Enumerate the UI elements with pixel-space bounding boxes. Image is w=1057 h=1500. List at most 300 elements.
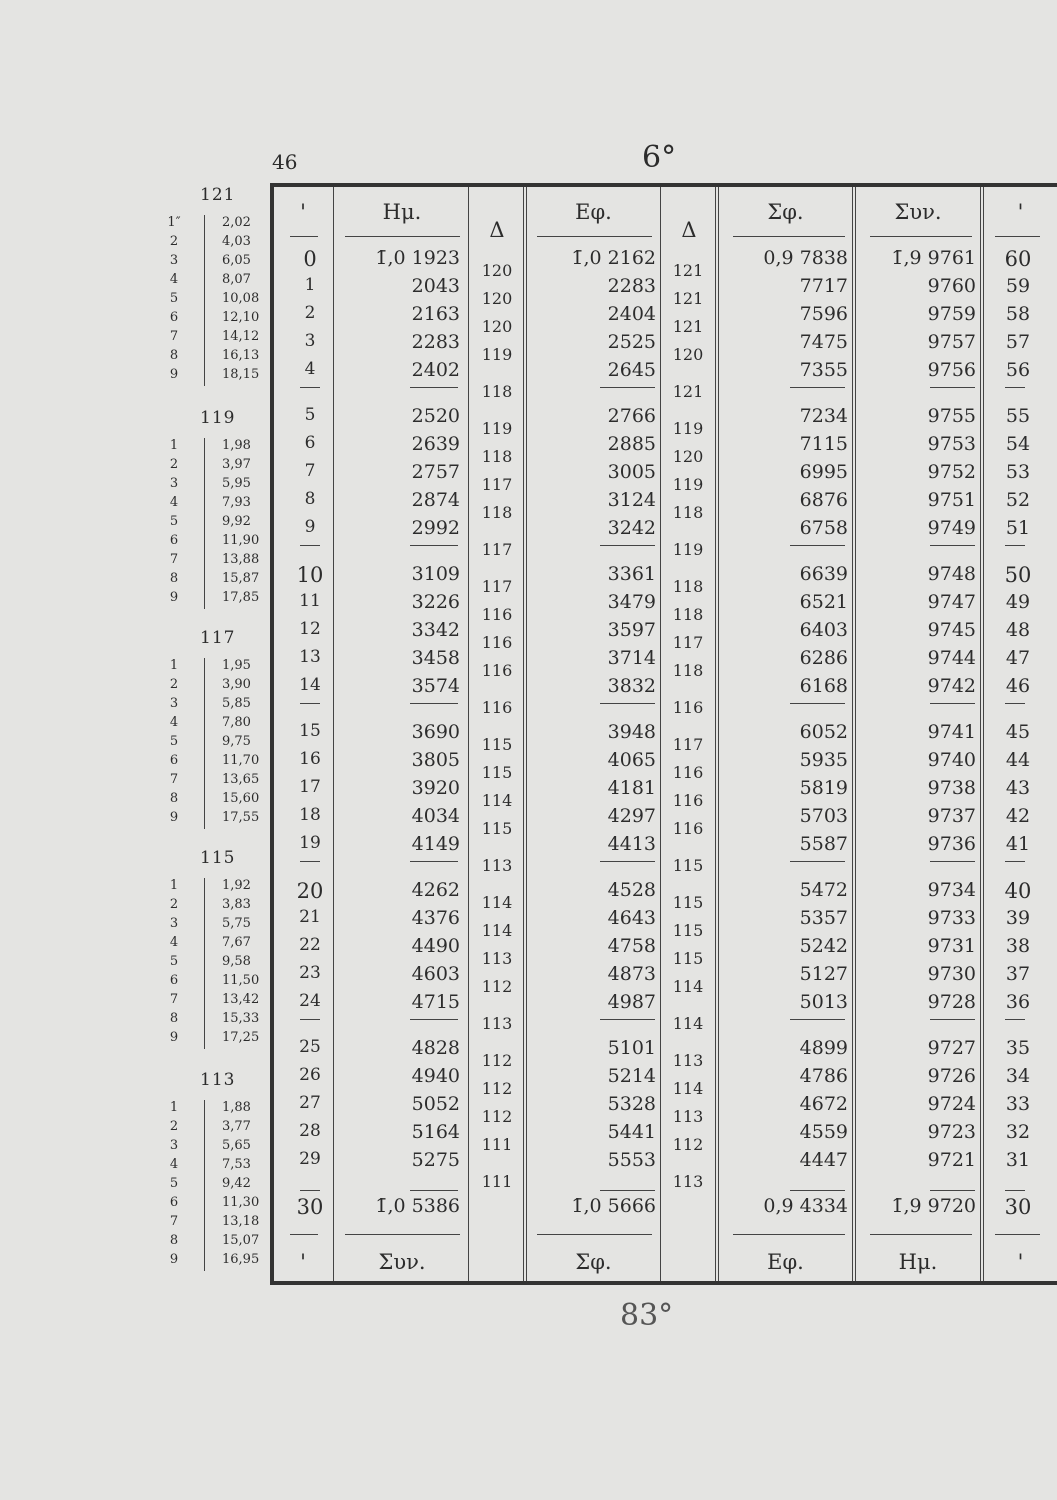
tangent-value: 1̄,0 5666 — [571, 1195, 656, 1217]
group-separator — [410, 1019, 458, 1020]
proportional-parts-row — [160, 215, 270, 229]
proportional-parts-seconds: 7 — [169, 1214, 179, 1229]
proportional-parts-value: 15,60 — [222, 791, 260, 806]
proportional-parts-heading: 119 — [200, 408, 236, 428]
tangent-difference: 114 — [672, 1079, 704, 1098]
sine-difference: 119 — [481, 419, 513, 438]
cotangent-value: 6639 — [799, 563, 848, 585]
proportional-parts-row — [160, 457, 270, 471]
header-rule — [345, 236, 460, 237]
footer-min_r: ' — [1017, 1250, 1024, 1274]
tangent-difference: 120 — [672, 447, 704, 466]
sine-value: 5164 — [411, 1121, 460, 1143]
proportional-parts-row — [160, 1214, 270, 1228]
group-separator — [300, 1190, 320, 1191]
minute-right: 35 — [1005, 1037, 1031, 1059]
minute-left: 29 — [299, 1149, 321, 1169]
sine-value: 2757 — [411, 461, 460, 483]
sine-value: 5052 — [411, 1093, 460, 1115]
minute-left: 27 — [299, 1093, 321, 1113]
group-separator — [300, 703, 320, 704]
proportional-parts-row — [160, 533, 270, 547]
cosine-value: 9733 — [927, 907, 976, 929]
minute-left: 23 — [299, 963, 321, 983]
sine-value: 3226 — [411, 591, 460, 613]
cotangent-value: 6758 — [799, 517, 848, 539]
sine-difference: 115 — [481, 819, 513, 838]
sine-difference: 113 — [481, 949, 513, 968]
page-number: 46 — [272, 150, 298, 174]
proportional-parts-row — [160, 253, 270, 267]
minute-right: 51 — [1005, 517, 1031, 539]
footer-sin: Συν. — [378, 1250, 426, 1274]
sine-value: 4603 — [411, 963, 460, 985]
tangent-difference: 121 — [672, 289, 704, 308]
group-separator — [1005, 703, 1025, 704]
proportional-parts-value: 9,42 — [222, 1176, 251, 1191]
proportional-parts-value: 17,55 — [222, 810, 260, 825]
proportional-parts-seconds: 7 — [169, 772, 179, 787]
proportional-parts-seconds: 1 — [169, 878, 179, 893]
tangent-value: 4758 — [607, 935, 656, 957]
proportional-parts-seconds: 8 — [169, 1233, 179, 1248]
cosine-value: 9731 — [927, 935, 976, 957]
group-separator — [790, 861, 845, 862]
cotangent-value: 7115 — [799, 433, 848, 455]
sine-difference: 120 — [481, 261, 513, 280]
group-separator — [1005, 545, 1025, 546]
minute-right: 34 — [1005, 1065, 1031, 1087]
header-d2: Δ — [681, 218, 697, 242]
minute-left: 30 — [296, 1195, 324, 1219]
proportional-parts-seconds: 9 — [169, 590, 179, 605]
degree-footer: 83° — [620, 1298, 674, 1333]
cotangent-value: 4559 — [799, 1121, 848, 1143]
cosine-value: 9723 — [927, 1121, 976, 1143]
cosine-value: 9748 — [927, 563, 976, 585]
proportional-parts-row — [160, 495, 270, 509]
minute-right: 49 — [1005, 591, 1031, 613]
proportional-parts-row — [160, 791, 270, 805]
cotangent-value: 6403 — [799, 619, 848, 641]
sine-difference: 118 — [481, 447, 513, 466]
proportional-parts-row — [160, 1233, 270, 1247]
column-divider — [523, 187, 527, 1281]
proportional-parts-seconds: 9 — [169, 1030, 179, 1045]
sine-difference: 117 — [481, 577, 513, 596]
minute-left: 16 — [299, 749, 321, 769]
proportional-parts-seconds: 6 — [169, 1195, 179, 1210]
proportional-parts-row — [160, 1030, 270, 1044]
cotangent-value: 5013 — [799, 991, 848, 1013]
cotangent-value: 4899 — [799, 1037, 848, 1059]
proportional-parts-value: 13,65 — [222, 772, 260, 787]
proportional-parts-value: 7,80 — [222, 715, 251, 730]
cotangent-value: 6168 — [799, 675, 848, 697]
proportional-parts-value: 5,75 — [222, 916, 251, 931]
group-separator — [600, 703, 655, 704]
group-separator — [600, 1190, 655, 1191]
tangent-difference: 113 — [672, 1172, 704, 1191]
group-separator — [790, 545, 845, 546]
minute-left: 9 — [304, 517, 316, 537]
proportional-parts-row — [160, 329, 270, 343]
sine-difference: 115 — [481, 735, 513, 754]
tangent-value: 5328 — [607, 1093, 656, 1115]
proportional-parts-value: 3,97 — [222, 457, 251, 472]
proportional-parts-seconds: 3 — [169, 916, 179, 931]
tangent-value: 3242 — [607, 517, 656, 539]
tangent-value: 3005 — [607, 461, 656, 483]
proportional-parts-seconds: 8 — [169, 348, 179, 363]
column-divider — [852, 187, 856, 1281]
proportional-parts-row — [160, 916, 270, 930]
proportional-parts-value: 2,02 — [222, 215, 251, 230]
tangent-value: 3832 — [607, 675, 656, 697]
proportional-parts-row — [160, 810, 270, 824]
sine-difference: 117 — [481, 475, 513, 494]
minute-right: 57 — [1005, 331, 1031, 353]
degree-heading: 6° — [642, 140, 677, 175]
proportional-parts-value: 16,95 — [222, 1252, 260, 1267]
footer-rule — [995, 1234, 1040, 1235]
cosine-value: 9757 — [927, 331, 976, 353]
proportional-parts-value: 3,77 — [222, 1119, 251, 1134]
group-separator — [790, 703, 845, 704]
proportional-parts-seconds: 7 — [169, 329, 179, 344]
proportional-parts-row — [160, 571, 270, 585]
proportional-parts-seconds: 5 — [169, 1176, 179, 1191]
sine-value: 4262 — [411, 879, 460, 901]
group-separator — [790, 1190, 845, 1191]
sine-value: 3920 — [411, 777, 460, 799]
proportional-parts-row — [160, 715, 270, 729]
cotangent-value: 7355 — [799, 359, 848, 381]
cotangent-value: 6876 — [799, 489, 848, 511]
sine-difference: 111 — [481, 1135, 513, 1154]
proportional-parts-row — [160, 992, 270, 1006]
minute-right: 42 — [1005, 805, 1031, 827]
cotangent-value: 5472 — [799, 879, 848, 901]
proportional-parts-heading: 121 — [200, 185, 236, 205]
sine-difference: 118 — [481, 503, 513, 522]
proportional-parts-seconds: 5 — [169, 291, 179, 306]
tangent-value: 3948 — [607, 721, 656, 743]
cotangent-value: 6052 — [799, 721, 848, 743]
tangent-value: 5441 — [607, 1121, 656, 1143]
sine-difference: 120 — [481, 289, 513, 308]
group-separator — [600, 387, 655, 388]
proportional-parts-seconds: 8 — [169, 791, 179, 806]
proportional-parts-row — [160, 272, 270, 286]
tangent-difference: 117 — [672, 735, 704, 754]
cosine-value: 9759 — [927, 303, 976, 325]
minute-left: 28 — [299, 1121, 321, 1141]
group-separator — [600, 1019, 655, 1020]
cosine-value: 9721 — [927, 1149, 976, 1171]
tangent-value: 3361 — [607, 563, 656, 585]
cotangent-value: 4786 — [799, 1065, 848, 1087]
minute-left: 2 — [304, 303, 316, 323]
sine-value: 3109 — [411, 563, 460, 585]
proportional-parts-value: 9,92 — [222, 514, 251, 529]
minute-left: 15 — [299, 721, 321, 741]
proportional-parts-value: 5,85 — [222, 696, 251, 711]
tangent-difference: 120 — [672, 345, 704, 364]
proportional-parts-seconds: 9 — [169, 367, 179, 382]
minute-left: 6 — [304, 433, 316, 453]
column-divider — [980, 187, 984, 1281]
proportional-parts-value: 9,58 — [222, 954, 251, 969]
minute-left: 26 — [299, 1065, 321, 1085]
proportional-parts-value: 7,53 — [222, 1157, 251, 1172]
cotangent-value: 6521 — [799, 591, 848, 613]
cosine-value: 9760 — [927, 275, 976, 297]
proportional-parts-seconds: 3 — [169, 1138, 179, 1153]
proportional-parts-row — [160, 935, 270, 949]
proportional-parts-row — [160, 291, 270, 305]
sine-difference: 115 — [481, 763, 513, 782]
cosine-value: 9756 — [927, 359, 976, 381]
footer-cos: Ημ. — [898, 1250, 938, 1274]
minute-right: 58 — [1005, 303, 1031, 325]
minute-left: 10 — [296, 563, 324, 587]
tangent-value: 3479 — [607, 591, 656, 613]
tangent-difference: 113 — [672, 1107, 704, 1126]
minute-left: 0 — [303, 247, 317, 271]
proportional-parts-seconds: 6 — [169, 310, 179, 325]
proportional-parts-seconds: 3 — [169, 476, 179, 491]
sine-difference: 116 — [481, 605, 513, 624]
proportional-parts-seconds: 2 — [169, 897, 179, 912]
group-separator — [930, 1019, 975, 1020]
proportional-parts-value: 14,12 — [222, 329, 260, 344]
proportional-parts-value: 1,98 — [222, 438, 251, 453]
proportional-parts-seconds: 6 — [169, 533, 179, 548]
tangent-difference: 117 — [672, 633, 704, 652]
cotangent-value: 6995 — [799, 461, 848, 483]
proportional-parts-row — [160, 438, 270, 452]
minute-right: 45 — [1005, 721, 1031, 743]
proportional-parts-value: 1,88 — [222, 1100, 251, 1115]
proportional-parts-seconds: 3 — [169, 696, 179, 711]
proportional-parts-value: 17,25 — [222, 1030, 260, 1045]
cotangent-value: 7717 — [799, 275, 848, 297]
group-separator — [410, 703, 458, 704]
proportional-parts-seconds: 2 — [169, 677, 179, 692]
proportional-parts-seconds: 5 — [169, 514, 179, 529]
footer-rule — [733, 1234, 845, 1235]
sine-value: 2402 — [411, 359, 460, 381]
cotangent-value: 7596 — [799, 303, 848, 325]
proportional-parts-row — [160, 1157, 270, 1171]
minute-right: 37 — [1005, 963, 1031, 985]
proportional-parts-value: 3,90 — [222, 677, 251, 692]
cotangent-value: 4447 — [799, 1149, 848, 1171]
sine-value: 3805 — [411, 749, 460, 771]
sine-value: 4940 — [411, 1065, 460, 1087]
footer-cot: Εφ. — [767, 1250, 804, 1274]
tangent-difference: 119 — [672, 540, 704, 559]
sine-difference: 118 — [481, 382, 513, 401]
minute-left: 14 — [299, 675, 321, 695]
cosine-value: 9736 — [927, 833, 976, 855]
tangent-value: 4873 — [607, 963, 656, 985]
tangent-value: 2885 — [607, 433, 656, 455]
cosine-value: 9744 — [927, 647, 976, 669]
proportional-parts-value: 10,08 — [222, 291, 260, 306]
proportional-parts-seconds: 8 — [169, 571, 179, 586]
cotangent-value: 5127 — [799, 963, 848, 985]
group-separator — [410, 387, 458, 388]
sine-value: 2992 — [411, 517, 460, 539]
tangent-difference: 116 — [672, 763, 704, 782]
tangent-difference: 115 — [672, 856, 704, 875]
proportional-parts-value: 12,10 — [222, 310, 260, 325]
tangent-value: 4297 — [607, 805, 656, 827]
sine-difference: 113 — [481, 1014, 513, 1033]
proportional-parts-value: 7,67 — [222, 935, 251, 950]
proportional-parts-heading: 115 — [200, 848, 236, 868]
proportional-parts-seconds: 2 — [169, 457, 179, 472]
cotangent-value: 6286 — [799, 647, 848, 669]
cosine-value: 9749 — [927, 517, 976, 539]
minute-left: 13 — [299, 647, 321, 667]
proportional-parts-row — [160, 367, 270, 381]
cosine-value: 1̄,9 9720 — [891, 1195, 976, 1217]
group-separator — [930, 703, 975, 704]
group-separator — [300, 1019, 320, 1020]
proportional-parts-seconds: 9 — [169, 1252, 179, 1267]
group-separator — [600, 861, 655, 862]
proportional-parts-seconds: 7 — [169, 992, 179, 1007]
proportional-parts-value: 13,18 — [222, 1214, 260, 1229]
cotangent-value: 5935 — [799, 749, 848, 771]
proportional-parts-value: 8,07 — [222, 272, 251, 287]
column-divider — [468, 187, 469, 1281]
tangent-value: 5214 — [607, 1065, 656, 1087]
cotangent-value: 5819 — [799, 777, 848, 799]
cotangent-value: 5703 — [799, 805, 848, 827]
proportional-parts-seconds: 2 — [169, 1119, 179, 1134]
minute-left: 11 — [299, 591, 321, 611]
cosine-value: 9724 — [927, 1093, 976, 1115]
proportional-parts-seconds: 2 — [169, 234, 179, 249]
proportional-parts-seconds: 4 — [169, 495, 179, 510]
tangent-value: 5101 — [607, 1037, 656, 1059]
tangent-value: 2766 — [607, 405, 656, 427]
tangent-difference: 119 — [672, 475, 704, 494]
group-separator — [930, 1190, 975, 1191]
header-min: ' — [300, 200, 306, 224]
proportional-parts-row — [160, 772, 270, 786]
minute-left: 20 — [296, 879, 324, 903]
proportional-parts-value: 15,07 — [222, 1233, 260, 1248]
sine-value: 3458 — [411, 647, 460, 669]
proportional-parts-seconds: 9 — [169, 810, 179, 825]
tangent-difference: 121 — [672, 261, 704, 280]
tangent-difference: 116 — [672, 819, 704, 838]
group-separator — [410, 1190, 458, 1191]
tangent-difference: 118 — [672, 577, 704, 596]
minute-right: 36 — [1005, 991, 1031, 1013]
cosine-value: 9727 — [927, 1037, 976, 1059]
cosine-value: 9755 — [927, 405, 976, 427]
sine-difference: 116 — [481, 633, 513, 652]
proportional-parts-value: 11,90 — [222, 533, 260, 548]
proportional-parts-value: 4,03 — [222, 234, 251, 249]
proportional-parts-seconds: 3 — [169, 253, 179, 268]
footer-rule — [537, 1234, 652, 1235]
sine-value: 2520 — [411, 405, 460, 427]
proportional-parts-value: 6,05 — [222, 253, 251, 268]
tangent-value: 3714 — [607, 647, 656, 669]
proportional-parts-value: 9,75 — [222, 734, 251, 749]
proportional-parts-value: 13,88 — [222, 552, 260, 567]
proportional-parts-value: 11,70 — [222, 753, 260, 768]
group-separator — [930, 387, 975, 388]
tangent-difference: 121 — [672, 317, 704, 336]
proportional-parts-row — [160, 1138, 270, 1152]
tangent-value: 4181 — [607, 777, 656, 799]
proportional-parts-heading: 113 — [200, 1070, 236, 1090]
proportional-parts-row — [160, 897, 270, 911]
cosine-value: 9734 — [927, 879, 976, 901]
cosine-value: 9751 — [927, 489, 976, 511]
minute-right: 48 — [1005, 619, 1031, 641]
minute-right: 60 — [1004, 247, 1032, 271]
tangent-value: 3597 — [607, 619, 656, 641]
proportional-parts-row — [160, 954, 270, 968]
minute-right: 56 — [1005, 359, 1031, 381]
tangent-difference: 115 — [672, 921, 704, 940]
tangent-difference: 118 — [672, 605, 704, 624]
minute-right: 38 — [1005, 935, 1031, 957]
cosine-value: 9737 — [927, 805, 976, 827]
sine-value: 4490 — [411, 935, 460, 957]
footer-tan: Σφ. — [575, 1250, 612, 1274]
column-divider — [333, 187, 334, 1281]
sine-value: 3342 — [411, 619, 460, 641]
proportional-parts-heading: 117 — [200, 628, 236, 648]
sine-difference: 120 — [481, 317, 513, 336]
tangent-difference: 118 — [672, 661, 704, 680]
sine-value: 2163 — [411, 303, 460, 325]
proportional-parts-row — [160, 310, 270, 324]
tangent-value: 4987 — [607, 991, 656, 1013]
sine-value: 2639 — [411, 433, 460, 455]
proportional-parts-value: 5,65 — [222, 1138, 251, 1153]
minute-left: 25 — [299, 1037, 321, 1057]
tangent-difference: 116 — [672, 698, 704, 717]
sine-value: 4149 — [411, 833, 460, 855]
proportional-parts-value: 5,95 — [222, 476, 251, 491]
proportional-parts-value: 17,85 — [222, 590, 260, 605]
minute-right: 52 — [1005, 489, 1031, 511]
tangent-difference: 114 — [672, 1014, 704, 1033]
proportional-parts-value: 13,42 — [222, 992, 260, 1007]
proportional-parts-seconds: 8 — [169, 1011, 179, 1026]
sine-difference: 116 — [481, 698, 513, 717]
minute-left: 5 — [304, 405, 316, 425]
column-divider — [715, 187, 719, 1281]
sine-difference: 114 — [481, 791, 513, 810]
proportional-parts-seconds: 1 — [169, 438, 179, 453]
proportional-parts-seconds: 5 — [169, 954, 179, 969]
proportional-parts-row — [160, 1011, 270, 1025]
cosine-value: 9738 — [927, 777, 976, 799]
sine-difference: 112 — [481, 1051, 513, 1070]
